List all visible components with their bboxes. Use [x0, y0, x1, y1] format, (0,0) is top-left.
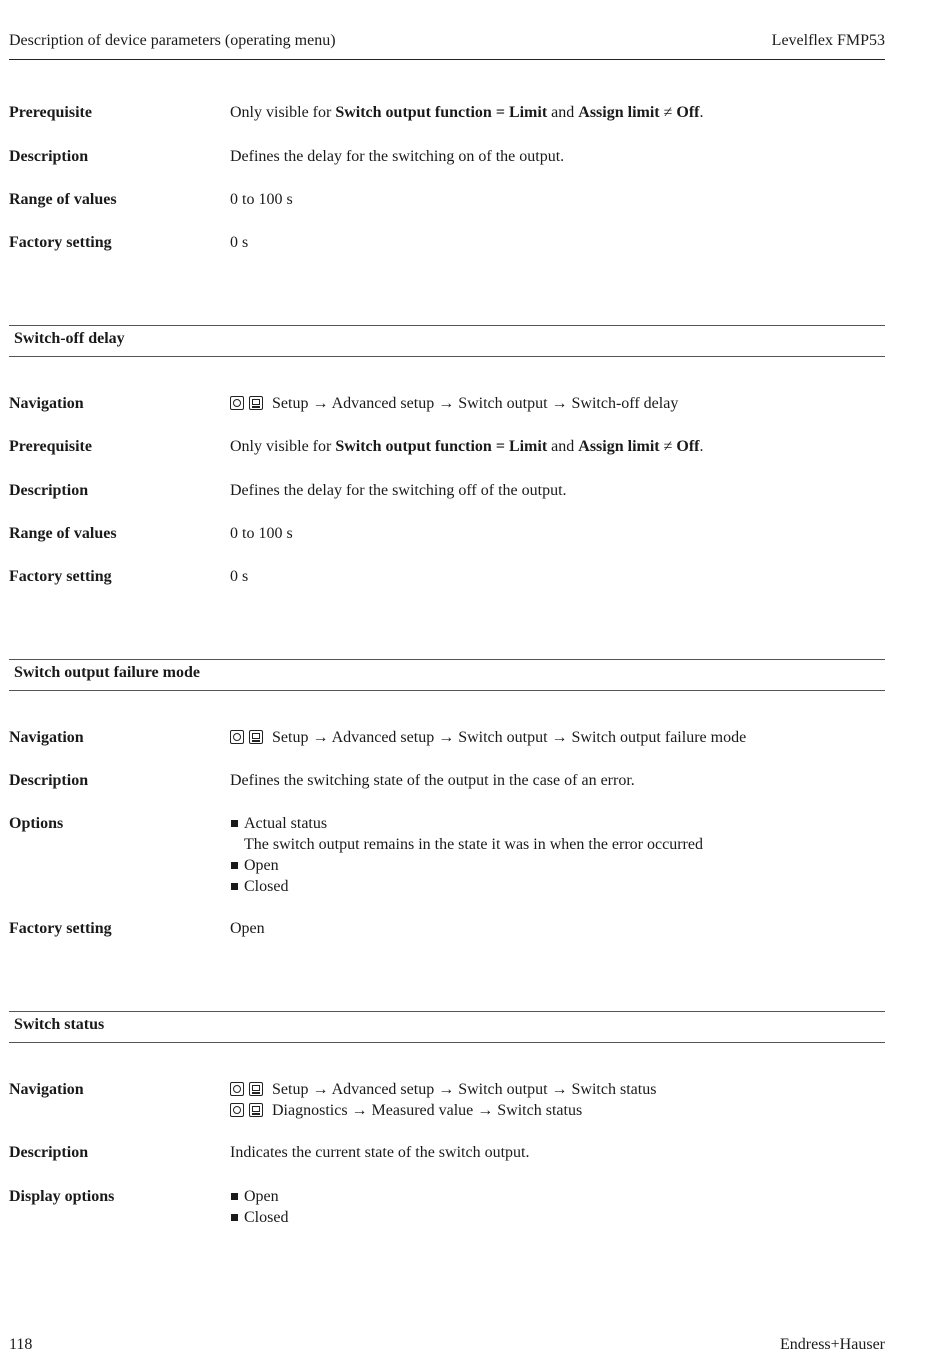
brand-name: Endress+Hauser: [780, 1336, 885, 1353]
factory-value: Open: [230, 920, 265, 937]
navigation-value: [230, 1079, 885, 1121]
navigation-path: Setup → Advanced setup → Switch output → Switch-off delay: [272, 395, 679, 412]
factory-value: 0 s: [230, 234, 249, 251]
option-note: The switch output remains in the state it was in when the error occurred: [244, 836, 703, 853]
navigation-value: [230, 727, 885, 748]
page-header: [9, 31, 885, 60]
local-display-icon: [230, 730, 244, 744]
page-number: 118: [9, 1336, 33, 1353]
list-item: Actual status: [230, 813, 885, 834]
description-value: Indicates the current state of the switch output.: [230, 1144, 530, 1161]
factory-label: Factory setting: [9, 568, 112, 585]
description-label: Description: [9, 482, 89, 499]
list-item: Open: [230, 855, 885, 876]
navigation-label: Navigation: [9, 729, 84, 746]
prerequisite-value: Only visible for Switch output function = Limit and Assign limit ≠ Off.: [230, 438, 704, 455]
local-display-icon: [230, 1082, 244, 1096]
navigation-label: Navigation: [9, 395, 84, 412]
operating-tool-icon: [249, 730, 263, 744]
section-title: Switch status: [14, 1016, 105, 1033]
list-item: Closed: [230, 876, 885, 897]
section-switch-status: [9, 1011, 885, 1043]
prerequisite-value: Only visible for Switch output function = Limit and Assign limit ≠ Off.: [230, 104, 704, 121]
local-display-icon: [230, 396, 244, 410]
page-footer: [9, 1336, 885, 1358]
range-label: Range of values: [9, 191, 117, 208]
section-switch-off-delay: [9, 325, 885, 357]
navigation-label: Navigation: [9, 1081, 84, 1098]
operating-tool-icon: [249, 396, 263, 410]
navigation-path: Diagnostics → Measured value → Switch status: [272, 1102, 583, 1119]
prerequisite-label: Prerequisite: [9, 104, 92, 121]
description-label: Description: [9, 1144, 89, 1161]
description-value: Defines the delay for the switching on of the output.: [230, 148, 565, 165]
operating-tool-icon: [249, 1082, 263, 1096]
range-value: 0 to 100 s: [230, 525, 293, 542]
range-value: 0 to 100 s: [230, 191, 293, 208]
options-list: [230, 813, 885, 897]
navigation-path: Setup → Advanced setup → Switch output → Switch status: [272, 1081, 657, 1098]
navigation-value: [230, 393, 885, 414]
range-label: Range of values: [9, 525, 117, 542]
list-item: Open: [230, 1186, 885, 1207]
description-value: Defines the switching state of the output in the case of an error.: [230, 772, 635, 789]
factory-value: 0 s: [230, 568, 249, 585]
navigation-path: Setup → Advanced setup → Switch output → Switch output failure mode: [272, 729, 747, 746]
local-display-icon: [230, 1103, 244, 1117]
list-item: Closed: [230, 1207, 885, 1228]
factory-label: Factory setting: [9, 234, 112, 251]
section-title: Switch output failure mode: [14, 664, 200, 681]
header-product: Levelflex FMP53: [771, 32, 885, 49]
display-options-list: [230, 1186, 885, 1228]
operating-tool-icon: [249, 1103, 263, 1117]
factory-label: Factory setting: [9, 920, 112, 937]
options-label: Options: [9, 815, 64, 832]
description-value: Defines the delay for the switching off of the output.: [230, 482, 567, 499]
section-title: Switch-off delay: [14, 330, 125, 347]
description-label: Description: [9, 148, 89, 165]
prerequisite-label: Prerequisite: [9, 438, 92, 455]
description-label: Description: [9, 772, 89, 789]
display-options-label: Display options: [9, 1188, 115, 1205]
header-title: Description of device parameters (operating menu): [9, 32, 336, 49]
section-switch-output-failure-mode: [9, 659, 885, 691]
